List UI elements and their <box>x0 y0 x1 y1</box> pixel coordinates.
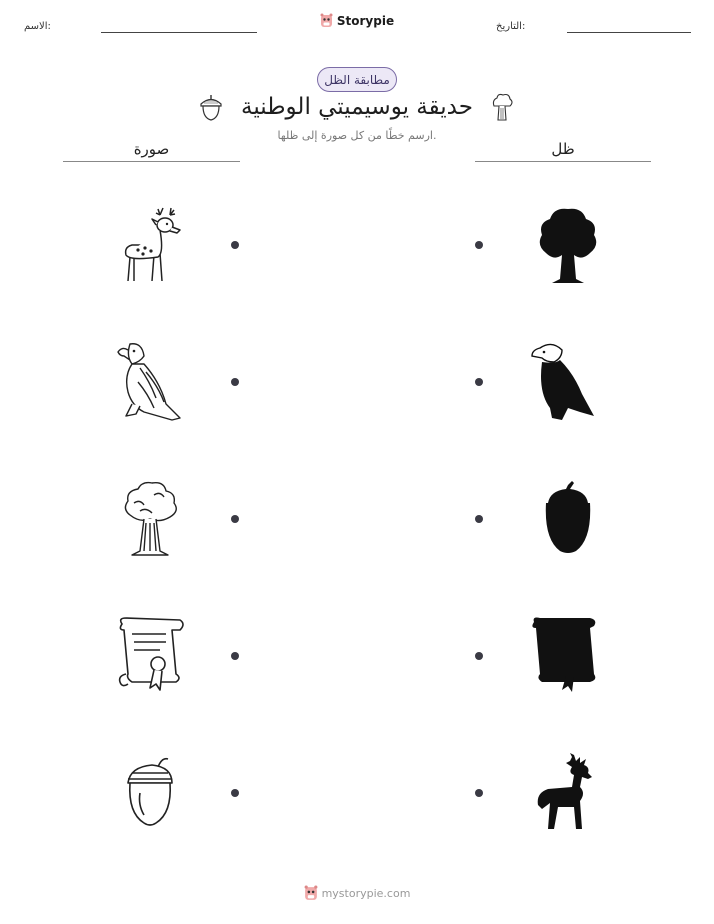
deer-icon <box>110 205 190 285</box>
scroll-silhouette <box>528 616 608 696</box>
page-title: حديقة يوسيميتي الوطنية <box>241 94 473 120</box>
instructions: ارسم خطًا من كل صورة إلى ظلها. <box>277 129 437 142</box>
tree-title-icon <box>490 92 514 122</box>
acorn-silhouette <box>528 479 608 559</box>
name-line[interactable] <box>101 32 257 33</box>
brand-name: Storypie <box>336 13 395 28</box>
shadow-column-underline <box>475 161 651 162</box>
shadow-dot[interactable] <box>475 241 483 249</box>
shadow-column-header: ظل <box>551 140 575 158</box>
storypie-footer-logo-icon <box>304 885 318 901</box>
eagle-silhouette <box>528 342 608 422</box>
footer-url[interactable]: mystorypie.com <box>321 886 411 900</box>
footer <box>0 885 714 901</box>
date-line[interactable] <box>567 32 691 33</box>
brand-header <box>0 13 714 28</box>
activity-badge: مطابقة الظل <box>317 67 397 92</box>
scroll-certificate-icon <box>110 616 190 696</box>
name-label: الاسم: <box>24 21 51 32</box>
date-label: التاريخ: <box>496 21 526 32</box>
picture-dot[interactable] <box>231 241 239 249</box>
shadow-dot[interactable] <box>475 652 483 660</box>
picture-column-header: صورة <box>133 140 170 158</box>
picture-dot[interactable] <box>231 652 239 660</box>
picture-dot[interactable] <box>231 378 239 386</box>
eagle-icon <box>110 342 190 422</box>
picture-column-underline <box>63 161 240 162</box>
deer-silhouette <box>528 753 608 833</box>
storypie-logo-icon <box>320 13 333 28</box>
shadow-dot[interactable] <box>475 789 483 797</box>
tree-silhouette <box>528 205 608 285</box>
acorn-icon <box>110 753 190 833</box>
shadow-dot[interactable] <box>475 515 483 523</box>
shadow-dot[interactable] <box>475 378 483 386</box>
sequoia-tree-icon <box>110 479 190 559</box>
picture-dot[interactable] <box>231 515 239 523</box>
picture-dot[interactable] <box>231 789 239 797</box>
